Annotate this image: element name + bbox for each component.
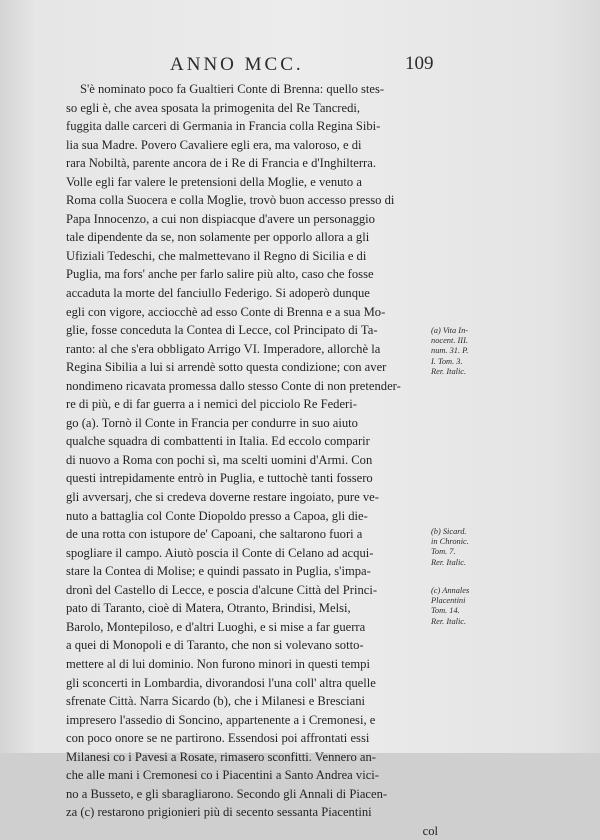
text-line: Barolo, Montepiloso, e d'altri Luoghi, e si mise a far guerra	[66, 619, 366, 634]
text-line: Volle egli far valere le pretensioni della Moglie, e venuto a	[66, 174, 362, 189]
note-line: nocent. III.	[431, 336, 468, 346]
text-line: tale dipendente da se, non solamente per opporlo allora a gli	[66, 230, 370, 245]
text-line: za (c) restarono prigionieri più di secento sessanta Piacentini	[66, 805, 372, 820]
text-line: stare la Contea di Molise; e quindi passato in Puglia, s'impa-	[66, 564, 371, 579]
text-line: rara Nobiltà, parente ancora de i Re di Francia e d'Inghilterra.	[66, 156, 376, 171]
text-line: fuggita dalle carceri di Germania in Francia colla Regina Sibi-	[66, 119, 381, 134]
text-line: Ufiziali Tedeschi, che malmettevano il Regno di Sicilia e di	[66, 248, 367, 263]
text-line: re di più, e di far guerra a i nemici del picciolo Re Federi-	[66, 397, 357, 412]
note-line: I. Tom. 3.	[431, 356, 463, 366]
text-line: di nuovo a Roma con pochi sì, ma scelti uomini d'Armi. Con	[66, 452, 373, 467]
note-line: Placentini	[431, 596, 466, 606]
text-line: Roma colla Suocera e colla Moglie, trovò buon accesso presso di	[66, 193, 395, 208]
text-line: Puglia, ma fors' anche per farlo salire più alto, caso che fosse	[66, 267, 374, 282]
text-line: gli sconcerti in Lombardia, divorandosi l'una coll' altra quelle	[66, 675, 376, 690]
text-line: mettere al di lui dominio. Non furono minori in questi tempi	[66, 656, 370, 671]
text-line: sfrenate Città. Narra Sicardo (b), che i Milanesi e Bresciani	[66, 694, 365, 709]
margin-note-a	[431, 326, 493, 377]
text-line: impresero l'assedio di Soncino, appartenente a i Cremonesi, e	[66, 712, 376, 727]
note-line: (a) Vita In-	[431, 326, 469, 335]
text-line: pato di Taranto, cioè di Matera, Otranto, Brindisi, Melsi,	[66, 601, 351, 616]
catchword: col	[422, 823, 438, 838]
note-line: Tom. 7.	[431, 547, 456, 557]
text-line: Papa Innocenzo, a cui non dispiacque d'avere un personaggio	[66, 211, 375, 226]
text-line: spogliare il campo. Aiutò poscia il Conte di Celano ad acqui-	[66, 545, 374, 560]
body-text	[66, 80, 438, 840]
note-line: (c) Annales	[431, 586, 470, 595]
text-line: de una rotta con istupore de' Capoani, che saltarono fuori a	[66, 527, 363, 542]
text-line: accaduta la morte del fanciullo Federigo. Si adoperò dunque	[66, 286, 370, 301]
running-title: ANNO MCC.	[170, 54, 304, 75]
note-line: num. 31. P.	[431, 346, 469, 356]
text-line: egli con vigore, acciocchè ad esso Conte di Brenna e a sua Mo-	[66, 304, 386, 319]
text-line: dronì del Castello di Lecce, e poscia d'alcune Città del Princi-	[66, 582, 378, 597]
text-line: Milanesi co i Pavesi a Rosate, rimasero sconfitti. Vennero an-	[66, 749, 376, 764]
text-line: lia sua Madre. Povero Cavaliere egli era, ma valoroso, e di	[66, 137, 362, 152]
text-line: con poco onore se ne partirono. Essendosi poi affrontati essi	[66, 731, 370, 746]
page-number: 109	[405, 53, 434, 74]
margin-note-b	[431, 527, 493, 568]
text-line: S'è nominato poco fa Gualtieri Conte di Brenna: quello stes-	[80, 82, 385, 96]
page-header	[0, 48, 600, 78]
note-line: (b) Sicard.	[431, 527, 467, 536]
text-line: ranto: al che s'era obbligato Arrigo VI. Imperadore, allorchè la	[66, 341, 381, 356]
text-line: glie, fosse conceduta la Contea di Lecce, col Principato di Ta-	[66, 323, 378, 338]
note-line: Rer. Italic.	[431, 557, 467, 567]
margin-note-c	[431, 586, 493, 627]
text-line: questi intrepidamente entrò in Puglia, e tuttochè tanti fossero	[66, 471, 373, 486]
text-line: qualche squadra di combattenti in Italia. Ed eccolo comparir	[66, 434, 370, 449]
note-line: Tom. 14.	[431, 606, 460, 616]
text-line: no a Busseto, e gli sbaragliarono. Secondo gli Annali di Piacen-	[66, 786, 388, 801]
text-line: go (a). Tornò il Conte in Francia per condurre in suo aiuto	[66, 415, 358, 430]
text-line: Regina Sibilia a lui si arrendè sotto questa condizione; con aver	[66, 360, 387, 375]
note-line: in Chronic.	[431, 537, 469, 547]
note-line: Rer. Italic.	[431, 616, 467, 626]
text-line: so egli è, che avea sposata la primogenita del Re Tancredi,	[66, 100, 361, 115]
text-line: a quei di Monopoli e di Taranto, che non si volevano sotto-	[66, 638, 364, 653]
text-line: che alle mani i Cremonesi co i Piacentini a Santo Andrea vici-	[66, 768, 379, 783]
text-line: nondimeno ricavata promessa dallo stesso Conte di non pretender-	[66, 378, 401, 393]
note-line: Rer. Italic.	[431, 366, 467, 376]
text-line: gli avversarj, che si credeva doverne restare ingoiato, pure ve-	[66, 490, 379, 505]
text-line: nuto a battaglia col Conte Diopoldo presso a Capoa, gli die-	[66, 508, 368, 523]
